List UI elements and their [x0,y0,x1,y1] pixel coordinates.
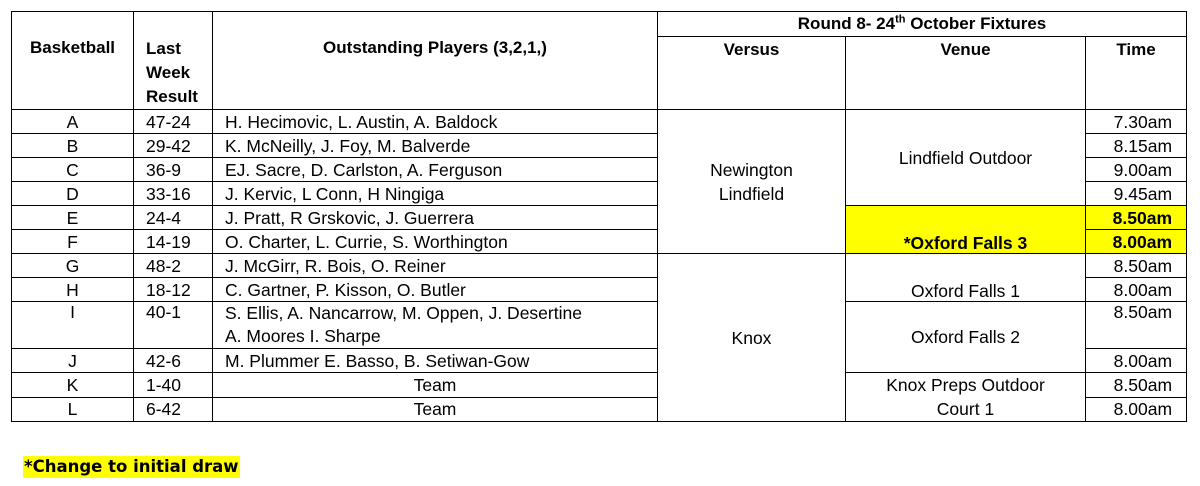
result-cell: 42-6 [134,349,213,373]
players-line-1: S. Ellis, A. Nancarrow, M. Oppen, J. Desertine [225,303,582,323]
venue-oxford-falls-1: Oxford Falls 1 [846,254,1086,302]
time-cell: 8.00am [1086,397,1187,422]
versus-line-1: Newington [710,159,793,180]
time-cell-highlighted: 8.50am [1086,206,1187,230]
header-outstanding-players: Outstanding Players (3,2,1,) [213,12,658,110]
time-cell: 8.00am [1086,349,1187,373]
fixtures-table [11,11,1187,422]
time-cell: 9.00am [1086,158,1187,182]
result-cell: 24-4 [134,206,213,230]
team-cell: D [12,182,134,206]
time-cell: 8.00am [1086,278,1187,302]
time-cell: 7.30am [1086,110,1187,134]
header-venue: Venue [846,36,1086,109]
players-cell: J. Pratt, R Grskovic, J. Guerrera [213,206,658,230]
header-basketball: Basketball [12,12,134,110]
players-line-2: A. Moores I. Sharpe [225,326,381,346]
players-cell-multiline [213,302,658,349]
header-last-line-3: Result [146,87,198,106]
team-cell: F [12,230,134,254]
table-row [12,110,1187,134]
header-last-line-1: Last [146,39,181,58]
venue-knox-line-2: Court 1 [936,399,995,419]
result-cell: 40-1 [134,302,213,349]
table-row [12,373,1187,398]
team-cell: G [12,254,134,278]
time-cell: 8.50am [1086,373,1187,398]
team-cell: C [12,158,134,182]
players-cell: J. Kervic, L Conn, H Ningiga [213,182,658,206]
result-cell: 36-9 [134,158,213,182]
versus-newington-lindfield [658,110,846,254]
round-title-post: October Fixtures [905,13,1047,33]
players-cell: H. Hecimovic, L. Austin, A. Baldock [213,110,658,134]
venue-knox-preps [846,373,1086,422]
table-row [12,206,1187,230]
players-cell: EJ. Sacre, D. Carlston, A. Ferguson [213,158,658,182]
table-row [12,302,1187,349]
result-cell: 29-42 [134,134,213,158]
venue-oxford-falls-3: *Oxford Falls 3 [846,206,1086,254]
team-cell: I [12,302,134,349]
table-row [12,254,1187,278]
header-round-title [658,12,1187,37]
change-note: *Change to initial draw [24,457,239,476]
header-last-week-result [134,12,213,110]
result-cell: 48-2 [134,254,213,278]
round-title-pre: Round 8- 24 [797,13,896,33]
players-cell: C. Gartner, P. Kisson, O. Butler [213,278,658,302]
team-cell: J [12,349,134,373]
players-cell: M. Plummer E. Basso, B. Setiwan-Gow [213,349,658,373]
result-cell: 14-19 [134,230,213,254]
round-title-sup: th [895,13,906,26]
header-time: Time [1086,36,1187,109]
header-last-line-2: Week [146,63,191,82]
versus-line-2: Lindfield [718,183,785,204]
team-cell: L [12,397,134,422]
team-cell: E [12,206,134,230]
venue-lindfield-outdoor: Lindfield Outdoor [846,110,1086,206]
result-cell: 6-42 [134,397,213,422]
team-cell: H [12,278,134,302]
team-cell: K [12,373,134,398]
venue-knox-line-1: Knox Preps Outdoor [886,375,1045,395]
players-cell: K. McNeilly, J. Foy, M. Balverde [213,134,658,158]
time-cell: 8.50am [1086,302,1187,349]
venue-oxford-falls-2: Oxford Falls 2 [846,302,1086,373]
time-cell-highlighted: 8.00am [1086,230,1187,254]
result-cell: 1-40 [134,373,213,398]
time-cell: 8.15am [1086,134,1187,158]
result-cell: 18-12 [134,278,213,302]
players-cell: O. Charter, L. Currie, S. Worthington [213,230,658,254]
players-cell: J. McGirr, R. Bois, O. Reiner [213,254,658,278]
players-cell: Team [213,373,658,398]
header-versus: Versus [658,36,846,109]
players-cell: Team [213,397,658,422]
versus-knox: Knox [658,254,846,422]
team-cell: B [12,134,134,158]
result-cell: 33-16 [134,182,213,206]
result-cell: 47-24 [134,110,213,134]
team-cell: A [12,110,134,134]
time-cell: 9.45am [1086,182,1187,206]
time-cell: 8.50am [1086,254,1187,278]
